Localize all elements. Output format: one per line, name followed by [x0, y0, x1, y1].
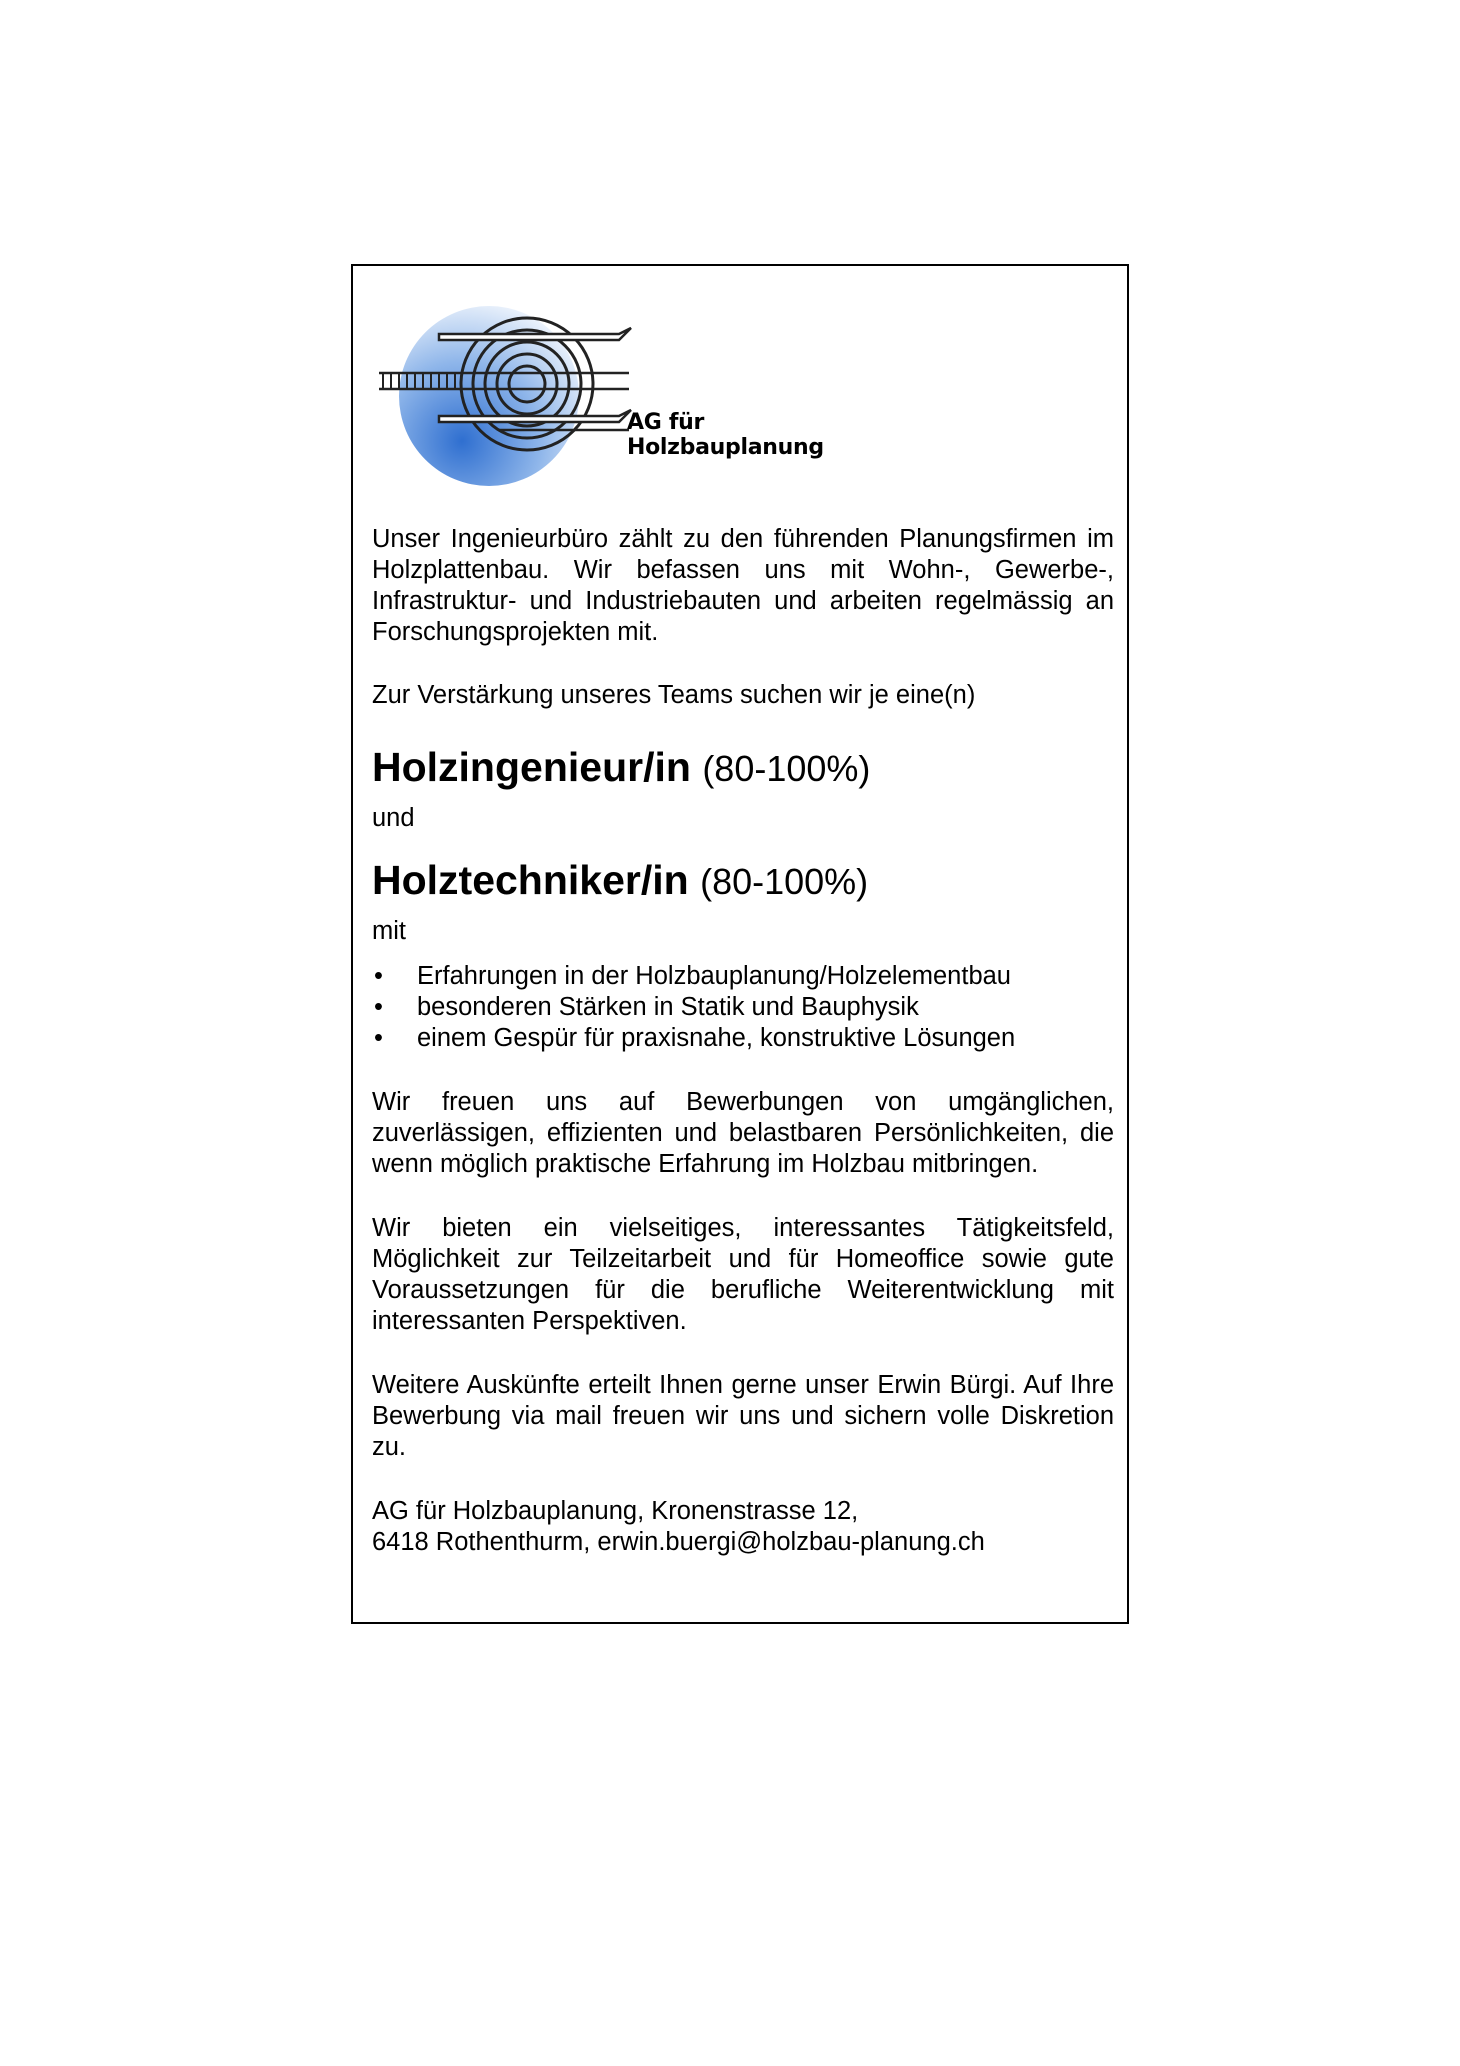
- address-line-2: 6418 Rothenthurm, erwin.buergi@holzbau-planung.ch: [372, 1528, 985, 1556]
- job-title-2: [372, 856, 1114, 906]
- ad-body: [372, 524, 1114, 1558]
- connector-with: mit: [372, 917, 406, 945]
- job-title-1: [372, 743, 1114, 793]
- list-item: • besonderen Stärken in Statik und Bauphysik: [372, 992, 1114, 1023]
- offer-paragraph: Wir bieten ein vielseitiges, interessantes Tätigkeitsfeld, Möglichkeit zur Teilzeitarbeit und für Homeoffice sowie gute Voraussetzungen für die berufliche Weiterentwicklung mit interessanten Perspektiven.: [372, 1214, 1114, 1335]
- lead-text: Zur Verstärkung unseres Teams suchen wir je eine(n): [372, 681, 976, 709]
- list-item: • einem Gespür für praxisnahe, konstruktive Lösungen: [372, 1023, 1114, 1054]
- connector-and: und: [372, 804, 415, 832]
- job-title-2-name: Holztechniker/in: [372, 857, 689, 903]
- company-logo: [379, 306, 849, 486]
- address-line-1: AG für Holzbauplanung, Kronenstrasse 12,: [372, 1497, 859, 1525]
- job-advertisement: [351, 264, 1129, 1624]
- job-title-2-percent: (80-100%): [700, 861, 869, 902]
- intro-paragraph: Unser Ingenieurbüro zählt zu den führenden Planungsfirmen im Holzplattenbau. Wir befassen uns mit Wohn-, Gewerbe-, Infrastruktur- und Industriebauten und arbeiten regelmässig an Forschungsprojekten mit.: [372, 525, 1114, 646]
- list-item: • Erfahrungen in der Holzbauplanung/Holzelementbau: [372, 961, 1114, 992]
- company-name: AG für Holzbauplanung: [627, 410, 824, 460]
- requirements-list: [372, 961, 1114, 1054]
- contact-paragraph: Weitere Auskünfte erteilt Ihnen gerne unser Erwin Bürgi. Auf Ihre Bewerbung via mail freuen wir uns und sichern volle Diskretion zu.: [372, 1371, 1114, 1461]
- job-title-1-percent: (80-100%): [702, 748, 871, 789]
- candidate-paragraph: Wir freuen uns auf Bewerbungen von umgänglichen, zuverlässigen, effizienten und belastbaren Persönlichkeiten, die wenn möglich praktische Erfahrung im Holzbau mitbringen.: [372, 1088, 1114, 1178]
- job-title-1-name: Holzingenieur/in: [372, 744, 691, 790]
